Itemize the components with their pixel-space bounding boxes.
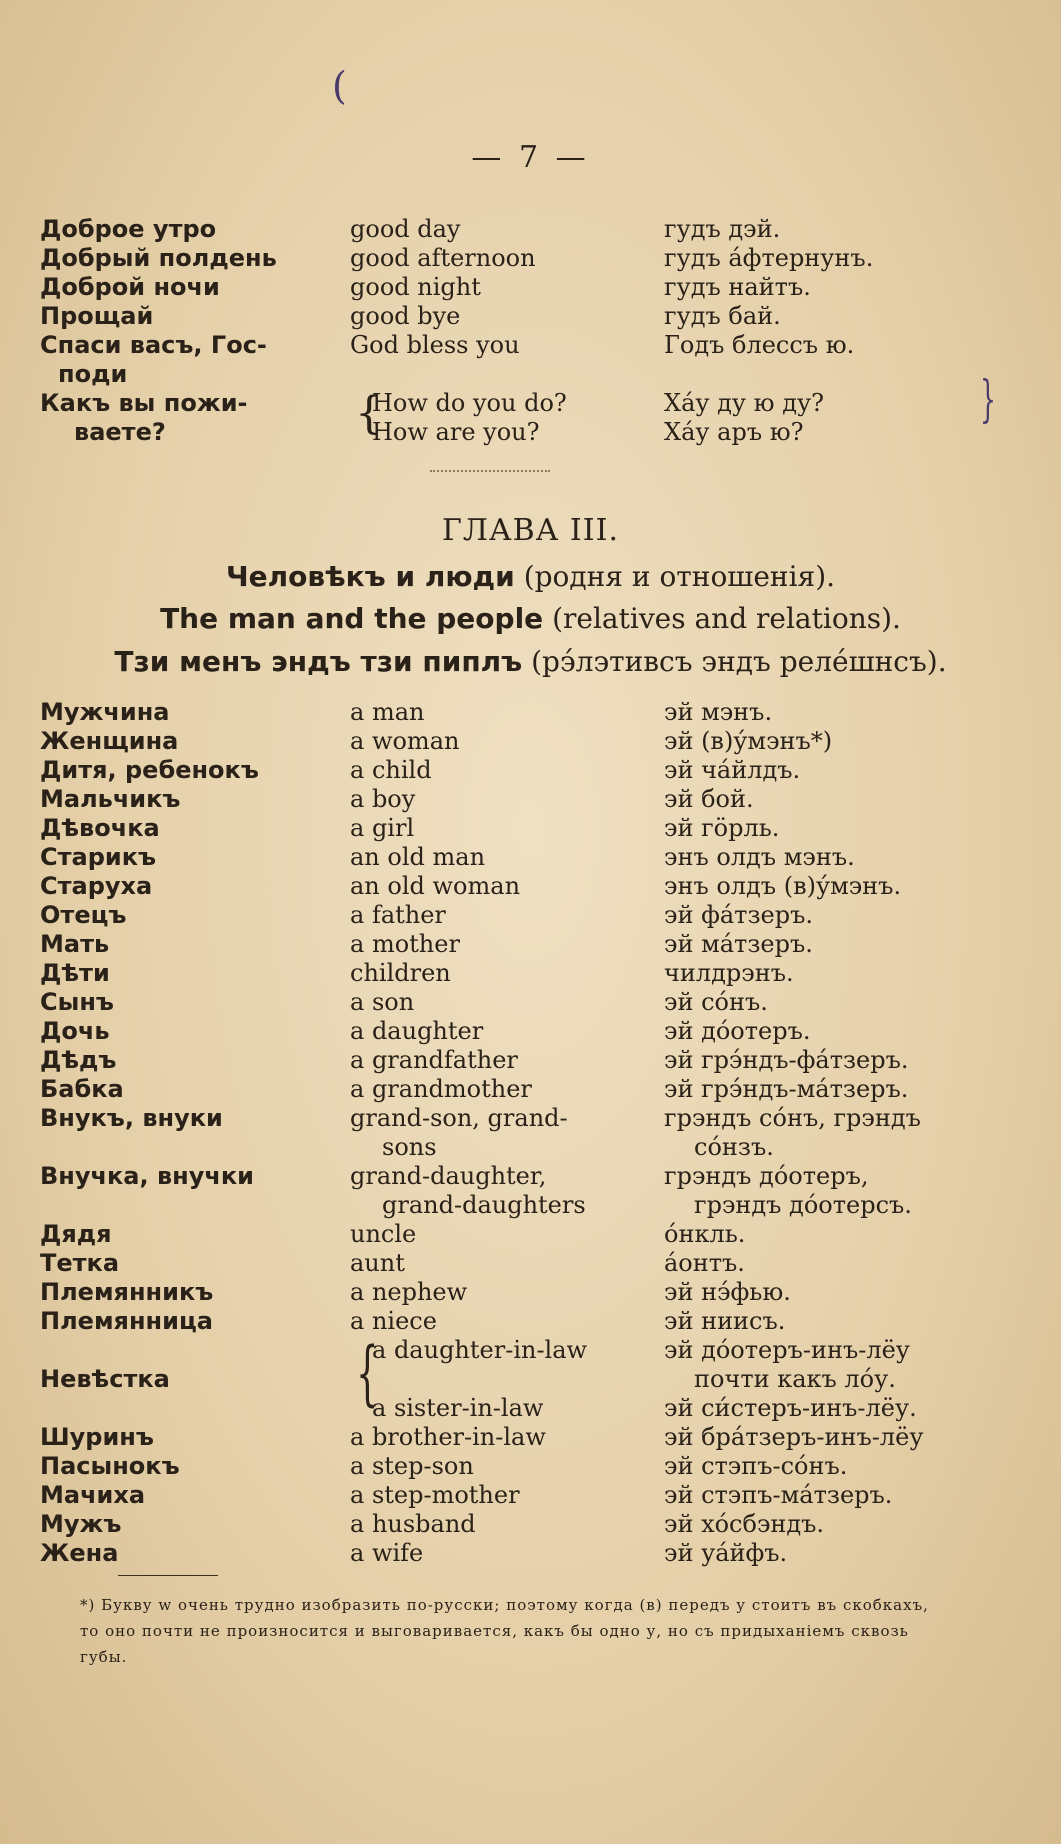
pronunciation: эй ча́йлдъ. (664, 756, 801, 784)
heading-pronunciation-bold: Тзи менъ эндъ тзи пиплъ (114, 645, 523, 678)
english-word: a son (350, 988, 415, 1016)
english-word: a woman (350, 727, 460, 755)
pencil-brace-mark: } (979, 370, 996, 428)
pronunciation: эй со́нъ. (664, 988, 768, 1016)
english-word: a boy (350, 785, 416, 813)
pronunciation: чилдрэнъ. (664, 959, 794, 987)
ink-mark: ( (332, 64, 347, 108)
russian-word: Спаси васъ, Гос- (40, 331, 267, 359)
pronunciation: эй хо́сбэндъ. (664, 1510, 825, 1538)
russian-word: Дѣти (40, 959, 110, 987)
english-word: children (350, 959, 451, 987)
english-word: grand-daughters (382, 1191, 586, 1219)
russian-word: Мужчина (40, 698, 170, 726)
russian-word: Бабка (40, 1075, 124, 1103)
english-word: a niece (350, 1307, 437, 1335)
pronunciation: гудъ бай. (664, 302, 781, 330)
pronunciation: эй до́отеръ-инъ-лёу (664, 1336, 910, 1364)
pronunciation: а́онтъ. (664, 1249, 745, 1277)
pronunciation: эй гöрль. (664, 814, 780, 842)
english-word: a daughter (350, 1017, 484, 1045)
pronunciation: эй фа́тзеръ. (664, 901, 813, 929)
pronunciation: эй грэ́ндъ-ма́тзеръ. (664, 1075, 909, 1103)
russian-word: Мужъ (40, 1510, 122, 1538)
russian-word: Племянница (40, 1307, 213, 1335)
pronunciation: эй до́отеръ. (664, 1017, 811, 1045)
english-word: How do you do? (372, 389, 567, 417)
russian-word: Мачиха (40, 1481, 146, 1509)
english-word: aunt (350, 1249, 405, 1277)
english-word: a grandmother (350, 1075, 532, 1103)
heading-russian (0, 560, 1061, 593)
pronunciation: почти какъ лóу. (694, 1365, 896, 1393)
english-word: a nephew (350, 1278, 468, 1306)
pronunciation: гудъ найтъ. (664, 273, 811, 301)
pronunciation: о́нкль. (664, 1220, 746, 1248)
heading-russian-bold: Человѣкъ и люди (225, 560, 515, 593)
russian-word: Добрый полдень (40, 244, 277, 272)
russian-word: ваете? (74, 418, 166, 446)
english-word: a father (350, 901, 446, 929)
page-number: — 7 — (471, 140, 590, 175)
pronunciation: эй ниисъ. (664, 1307, 786, 1335)
brace-mark-2: { (356, 1332, 379, 1414)
pronunciation: эй (в)у́мэнъ*) (664, 727, 833, 755)
russian-word: Жена (40, 1539, 119, 1567)
russian-word: Дочь (40, 1017, 110, 1045)
pronunciation: энъ олдъ (в)у́мэнъ. (664, 872, 902, 900)
pronunciation: эй стэпъ-со́нъ. (664, 1452, 848, 1480)
english-word: a daughter-in-law (372, 1336, 588, 1364)
english-word: good bye (350, 302, 461, 330)
russian-word: Дядя (40, 1220, 112, 1248)
english-word: grand-son, grand- (350, 1104, 568, 1132)
brace-mark: { (355, 388, 383, 439)
russian-word: Дѣвочка (40, 814, 160, 842)
pronunciation: грэндъ до́отеръ, (664, 1162, 869, 1190)
pronunciation: эй стэпъ-ма́тзеръ. (664, 1481, 893, 1509)
russian-word: Шуринъ (40, 1423, 154, 1451)
english-word: a husband (350, 1510, 476, 1538)
heading-english-bold: The man and the people (160, 602, 544, 635)
heading-pronunciation-rest: (рэ́лэтивсъ эндъ реле́шнсъ). (531, 645, 947, 678)
english-word: a mother (350, 930, 460, 958)
russian-word: Старикъ (40, 843, 157, 871)
heading-english-rest: (relatives and relations). (552, 602, 901, 635)
russian-word: Доброй ночи (40, 273, 220, 301)
english-word: an old woman (350, 872, 521, 900)
russian-word: Отецъ (40, 901, 127, 929)
pronunciation: эй уа́йфъ. (664, 1539, 788, 1567)
english-word: good afternoon (350, 244, 536, 272)
russian-word: Мальчикъ (40, 785, 181, 813)
pronunciation: эй си́стеръ-инъ-лёу. (664, 1394, 917, 1422)
english-word: a grandfather (350, 1046, 518, 1074)
footnote-rule (118, 1575, 218, 1576)
pronunciation: эй нэ́фью. (664, 1278, 791, 1306)
pronunciation: грэндъ до́отерсъ. (694, 1191, 912, 1219)
footnote: *) Букву w очень трудно изобразить по-русски; поэтому когда (в) передъ у стоитъ въ скобкахъ, то оно почти не произносится и выговаривается, какъ бы одно у, но съ придыханіемъ сквозь губы. (80, 1596, 929, 1666)
pronunciation: эй ма́тзеръ. (664, 930, 813, 958)
heading-english (0, 602, 1061, 635)
pronunciation: эй бра́тзеръ-инъ-лёу (664, 1423, 924, 1451)
pronunciation: эй бой. (664, 785, 754, 813)
english-word: sons (382, 1133, 437, 1161)
russian-word: Внукъ, внуки (40, 1104, 223, 1132)
russian-word: Какъ вы пожи- (40, 389, 248, 417)
russian-word: Старуха (40, 872, 153, 900)
russian-word: Сынъ (40, 988, 114, 1016)
heading-russian-rest: (родня и отношенія). (523, 560, 836, 593)
english-word: a step-son (350, 1452, 474, 1480)
heading-pronunciation (0, 645, 1061, 678)
chapter-title: ГЛАВА III. (441, 513, 619, 548)
english-word: a wife (350, 1539, 424, 1567)
english-word: a child (350, 756, 432, 784)
english-word: good night (350, 273, 481, 301)
pronunciation: эй мэнъ. (664, 698, 773, 726)
russian-word: Пасынокъ (40, 1452, 180, 1480)
russian-word: Прощай (40, 302, 154, 330)
english-word: good day (350, 215, 461, 243)
russian-word: Тетка (40, 1249, 120, 1277)
english-word: a brother-in-law (350, 1423, 546, 1451)
english-word: grand-daughter, (350, 1162, 547, 1190)
divider (430, 470, 550, 476)
pronunciation: гудъ дэй. (664, 215, 781, 243)
russian-word: Племянникъ (40, 1278, 214, 1306)
pronunciation: Xáу аръ ю? (664, 418, 804, 446)
russian-word: Внучка, внучки (40, 1162, 254, 1190)
english-word: a girl (350, 814, 415, 842)
pronunciation: со́нзъ. (694, 1133, 774, 1161)
russian-word: Невѣстка (40, 1365, 170, 1393)
pronunciation: энъ олдъ мэнъ. (664, 843, 855, 871)
pronunciation: Годъ блессъ ю. (664, 331, 855, 359)
english-word: a sister-in-law (372, 1394, 544, 1422)
pronunciation: грэндъ со́нъ, грэндъ (664, 1104, 921, 1132)
english-word: a man (350, 698, 425, 726)
english-word: an old man (350, 843, 486, 871)
russian-word: Дѣдъ (40, 1046, 117, 1074)
russian-word: поди (58, 360, 128, 388)
english-word: God bless you (350, 331, 520, 359)
english-word: a step-mother (350, 1481, 520, 1509)
russian-word: Дитя, ребенокъ (40, 756, 259, 784)
pronunciation: гудъ áфтернунъ. (664, 244, 874, 272)
english-word: How are you? (372, 418, 540, 446)
pronunciation: эй грэ́ндъ-фа́тзеръ. (664, 1046, 909, 1074)
english-word: uncle (350, 1220, 417, 1248)
pronunciation: Xáу ду ю ду? (664, 389, 824, 417)
russian-word: Женщина (40, 727, 179, 755)
russian-word: Доброе утро (40, 215, 217, 243)
russian-word: Мать (40, 930, 110, 958)
